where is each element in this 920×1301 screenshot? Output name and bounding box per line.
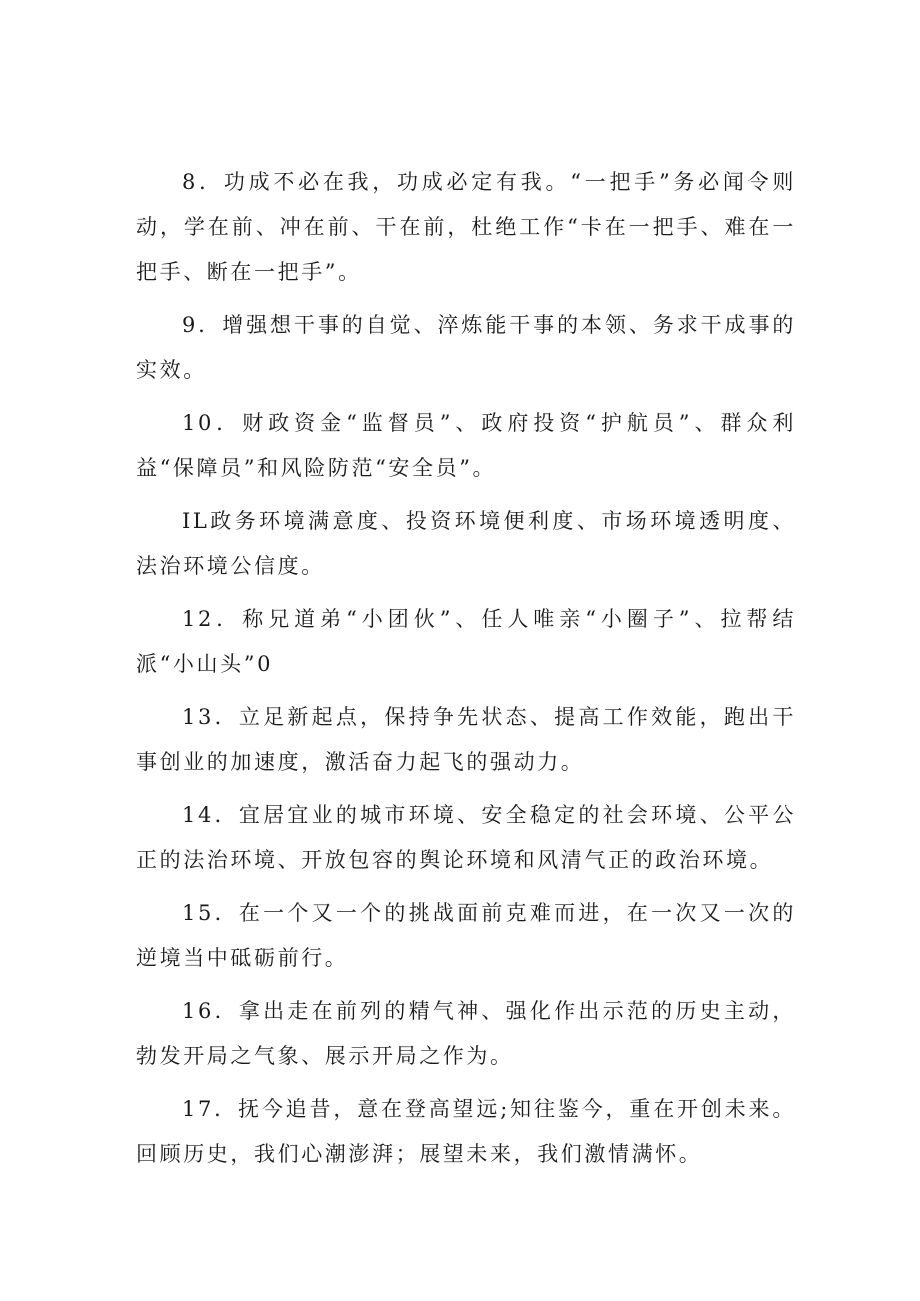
paragraph-11: IL政务环境满意度、投资环境便利度、市场环境透明度、法治环境公信度。 <box>136 509 796 578</box>
paragraph-13: 13．立足新起点，保持争先状态、提高工作效能，跑出干事创业的加速度，激活奋力起飞的强动力。 <box>136 705 796 774</box>
paragraph-16: 16．拿出走在前列的精气神、强化作出示范的历史主动，勃发开局之气象、展示开局之作为。 <box>136 999 796 1068</box>
document-body <box>136 160 796 1185</box>
paragraph-10: 10．财政资金“监督员”、政府投资“护航员”、群众利益“保障员”和风险防范“安全员”。 <box>136 411 796 480</box>
paragraph-9: 9．增强想干事的自觉、淬炼能干事的本领、务求干成事的实效。 <box>136 313 796 382</box>
paragraph-17: 17．抚今追昔，意在登高望远;知往鉴今，重在开创未来。回顾历史，我们心潮澎湃；展望未来，我们激情满怀。 <box>136 1097 796 1166</box>
paragraph-15: 15．在一个又一个的挑战面前克难而进，在一次又一次的逆境当中砥砺前行。 <box>136 901 796 970</box>
paragraph-8: 8．功成不必在我，功成必定有我。“一把手”务必闻令则动，学在前、冲在前、干在前，杜绝工作“卡在一把手、难在一把手、断在一把手”。 <box>136 170 796 284</box>
paragraph-14: 14．宜居宜业的城市环境、安全稳定的社会环境、公平公正的法治环境、开放包容的舆论环境和风清气正的政治环境。 <box>136 803 796 872</box>
paragraph-12: 12．称兄道弟“小团伙”、任人唯亲“小圈子”、拉帮结派“小山头”0 <box>136 607 796 676</box>
